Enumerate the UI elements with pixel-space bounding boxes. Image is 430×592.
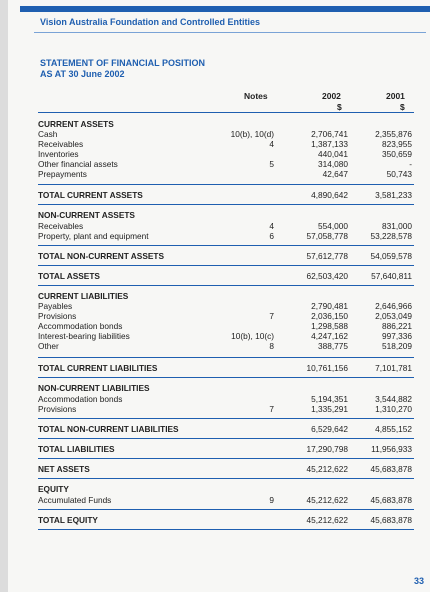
statement-title bbox=[40, 58, 205, 80]
rule bbox=[38, 377, 414, 378]
table-row-receivables: Receivables 4 1,387,133 823,955 bbox=[38, 139, 412, 149]
total-non-current-liabilities-row: TOTAL NON-CURRENT LIABILITIES 6,529,642 4,855,152 bbox=[38, 424, 412, 434]
total-non-current-assets-row: TOTAL NON-CURRENT ASSETS 57,612,778 54,059,578 bbox=[38, 251, 412, 261]
table-row-other-financial-assets: Other financial assets 5 314,080 - bbox=[38, 159, 412, 169]
currency-2002-header: $ bbox=[337, 102, 342, 112]
table-row-interest-bearing-liabilities: Interest-bearing liabilities 10(b), 10(c) 4,247,162 997,336 bbox=[38, 331, 412, 341]
table-row-accommodation-bonds: Accommodation bonds 1,298,588 886,221 bbox=[38, 321, 412, 331]
table-row-ncl-provisions: Provisions 7 1,335,291 1,310,270 bbox=[38, 404, 412, 414]
net-assets-row: NET ASSETS 45,212,622 45,683,878 bbox=[38, 464, 412, 474]
rule bbox=[38, 285, 414, 286]
organisation-name: Vision Australia Foundation and Controlled Entities bbox=[40, 17, 261, 27]
header-divider bbox=[34, 32, 426, 33]
rule bbox=[38, 204, 414, 205]
year-2002-header: 2002 bbox=[322, 91, 341, 101]
table-row-other: Other 8 388,775 518,209 bbox=[38, 341, 412, 351]
total-current-liabilities-row: TOTAL CURRENT LIABILITIES 10,761,156 7,101,781 bbox=[38, 363, 412, 373]
year-2001-header: 2001 bbox=[386, 91, 405, 101]
currency-2001-header: $ bbox=[400, 102, 405, 112]
rule bbox=[38, 529, 414, 530]
section-non-current-assets: NON-CURRENT ASSETS bbox=[38, 210, 135, 220]
table-row-nca-receivables: Receivables 4 554,000 831,000 bbox=[38, 221, 412, 231]
section-non-current-liabilities: NON-CURRENT LIABILITIES bbox=[38, 383, 150, 393]
statement-title-line2: AS AT 30 June 2002 bbox=[40, 69, 125, 79]
total-assets-row: TOTAL ASSETS 62,503,420 57,640,811 bbox=[38, 271, 412, 281]
rule bbox=[38, 418, 414, 419]
table-row-ncl-accommodation-bonds: Accommodation bonds 5,194,351 3,544,882 bbox=[38, 394, 412, 404]
notes-column-header: Notes bbox=[244, 91, 268, 101]
table-row-payables: Payables 2,790,481 2,646,966 bbox=[38, 301, 412, 311]
rule bbox=[38, 357, 414, 358]
section-current-liabilities: CURRENT LIABILITIES bbox=[38, 291, 129, 301]
rule bbox=[38, 478, 414, 479]
table-row-ppe: Property, plant and equipment 6 57,058,778 53,228,578 bbox=[38, 231, 412, 241]
table-row-inventories: Inventories 440,041 350,659 bbox=[38, 149, 412, 159]
table-row-accumulated-funds: Accumulated Funds 9 45,212,622 45,683,878 bbox=[38, 495, 412, 505]
rule bbox=[38, 184, 414, 185]
rule bbox=[38, 245, 414, 246]
section-equity: EQUITY bbox=[38, 484, 69, 494]
table-row-prepayments: Prepayments 42,647 50,743 bbox=[38, 169, 412, 179]
statement-title-line1: STATEMENT OF FINANCIAL POSITION bbox=[40, 58, 205, 68]
header-bar bbox=[20, 6, 430, 12]
page-number: 33 bbox=[413, 576, 424, 586]
total-equity-row: TOTAL EQUITY 45,212,622 45,683,878 bbox=[38, 515, 412, 525]
section-current-assets: CURRENT ASSETS bbox=[38, 119, 114, 129]
rule bbox=[38, 438, 414, 439]
rule bbox=[38, 509, 414, 510]
total-current-assets-row: TOTAL CURRENT ASSETS 4,890,642 3,581,233 bbox=[38, 190, 412, 200]
document-page bbox=[8, 0, 430, 592]
header-rule bbox=[38, 112, 414, 113]
table-row-cash: Cash 10(b), 10(d) 2,706,741 2,355,876 bbox=[38, 129, 412, 139]
total-liabilities-row: TOTAL LIABILITIES 17,290,798 11,956,933 bbox=[38, 444, 412, 454]
table-row-provisions: Provisions 7 2,036,150 2,053,049 bbox=[38, 311, 412, 321]
rule bbox=[38, 458, 414, 459]
rule bbox=[38, 265, 414, 266]
